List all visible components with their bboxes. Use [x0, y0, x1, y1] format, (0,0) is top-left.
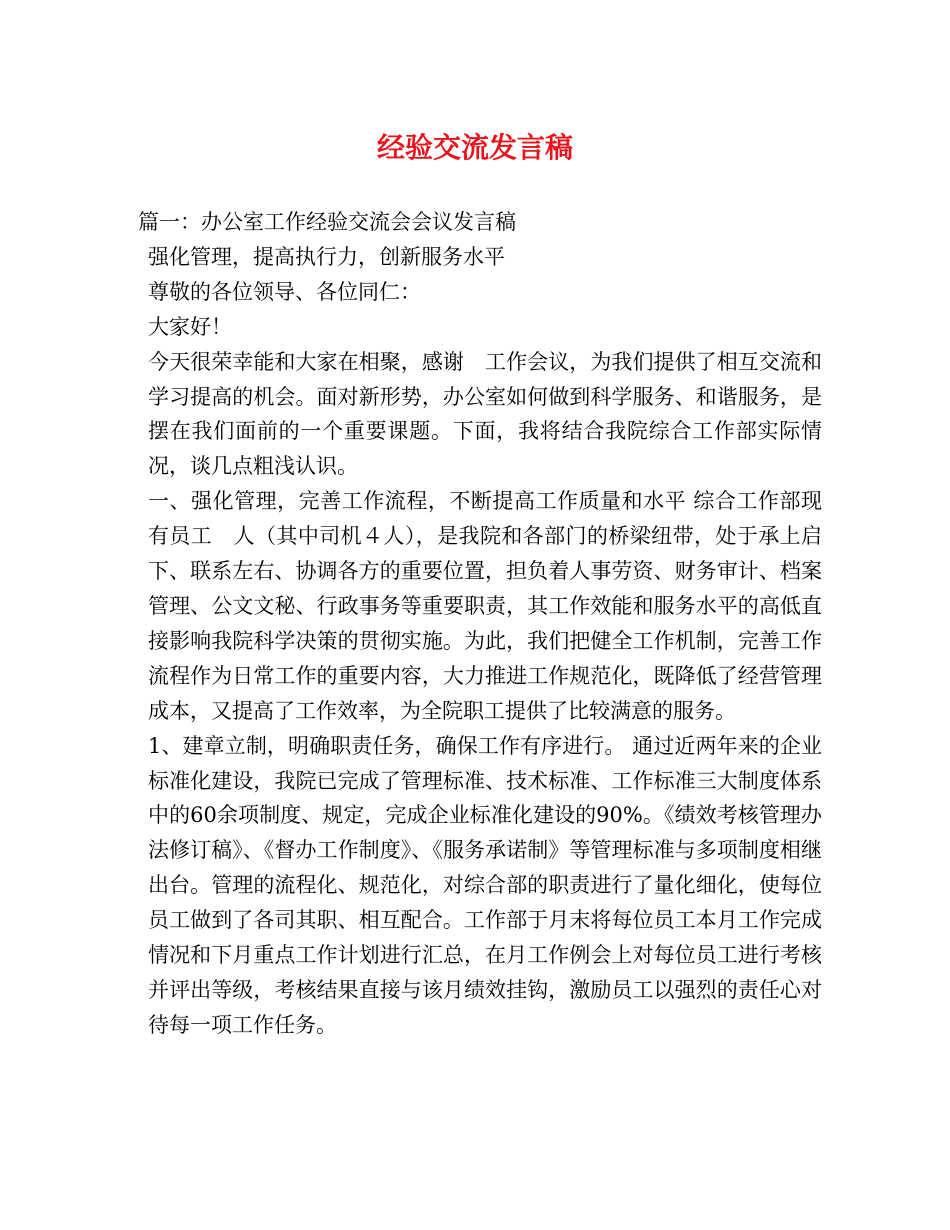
paragraph-section-one: 一、强化管理，完善工作流程，不断提高工作质量和水平 综合工作部现有员工 人（其中司机４人），是我院和各部门的桥梁纽带，处于承上启下、联系左右、协调各方的重要位置，担负着人事劳资、财务审计、档案管理、公文文秘、行政事务等重要职责，其工作效能和服务水平的高低直接影响我院科学决策的贯彻实施。为此，我们把健全工作机制，完善工作流程作为日常工作的重要内容，大力推进工作规范化，既降低了经营管理成本，又提高了工作效率，为全院职工提供了比较满意的服务。 [148, 489, 822, 723]
salutation: 尊敬的各位领导、各位同仁： [148, 279, 421, 304]
speech-subtitle: 强化管理，提高执行力，创新服务水平 [148, 244, 505, 269]
document-body [138, 205, 822, 1043]
section-heading: 篇一：办公室工作经验交流会会议发言稿 [138, 210, 516, 234]
paragraph-item-one: 1、建章立制，明确职责任务，确保工作有序进行。 通过近两年来的企业标准化建设，我院已完成了管理标准、技术标准、工作标准三大制度体系中的60余项制度、规定，完成企业标准化建设的90%。《绩效考核管理办法修订稿》、《督办工作制度》、《服务承诺制》等管理标准与多项制度相继出台。管理的流程化、规范化，对综合部的职责进行了量化细化，使每位员工做到了各司其职、相互配合。工作部于月末将每位员工本月工作完成情况和下月重点工作计划进行汇总，在月工作例会上对每位员工进行考核并评出等级，考核结果直接与该月绩效挂钩，激励员工以强烈的责任心对待每一项工作任务。 [148, 733, 822, 1037]
document-title: 经验交流发言稿 [376, 131, 573, 164]
paragraph-intro: 今天很荣幸能和大家在相聚，感谢 工作会议，为我们提供了相互交流和学习提高的机会。面对新形势，办公室如何做到科学服务、和谐服务，是摆在我们面前的一个重要课题。下面，我将结合我院综合工作部实际情况，谈几点粗浅认识。 [148, 349, 822, 479]
greeting: 大家好！ [148, 314, 232, 339]
